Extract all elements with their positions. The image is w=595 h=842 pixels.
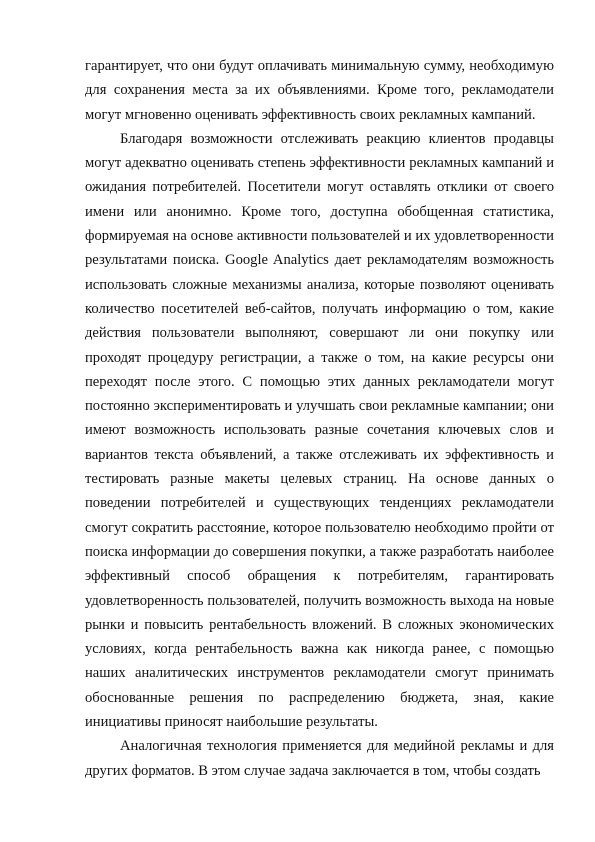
paragraph-continued: гарантирует, что они будут оплачивать минимальную сумму, необходимую для сохранения места за их объявлениями. Кроме того, рекламодатели могут мгновенно оценивать эффективность своих рекламных кампаний. xyxy=(85,58,554,123)
paragraph-media-advertising: Аналогичная технология применяется для медийной рекламы и для других форматов. В этом случае задача заключается в том, чтобы создать xyxy=(85,738,554,779)
body-text xyxy=(85,54,554,783)
paragraph-analytics: Благодаря возможности отслеживать реакцию клиентов продавцы могут адекватно оценивать степень эффективности рекламных кампаний и ожидания потребителей. Посетители могут оставлять отклики от своего имени или анонимно. Кроме того, доступна обобщенная статистика, формируемая на основе активности пользователей и их удовлетворенности результатами поиска. Google Analytics дает рекламодателям возможность использовать сложные механизмы анализа, которые позволяют оценивать количество посетителей веб-сайтов, получать информацию о том, какие действия пользователи выполняют, совершают ли они покупку или проходят процедуру регистрации, а также о том, на какие ресурсы они переходят после этого. С помощью этих данных рекламодатели могут постоянно экспериментировать и улучшать свои рекламные кампании; они имеют возможность использовать разные сочетания ключевых слов и вариантов текста объявлений, а также отслеживать их эффективность и тестировать разные макеты целевых страниц. На основе данных о поведении потребителей и существующих тенденциях рекламодатели смогут сократить расстояние, которое пользователю необходимо пройти от поиска информации до совершения покупки, а также разработать наиболее эффективный способ обращения к потребителям, гарантировать удовлетворенность пользователей, получить возможность выхода на новые рынки и повысить рентабельность вложений. В сложных экономических условиях, когда рентабельность важна как никогда ранее, с помощью наших аналитических инструментов рекламодатели смогут принимать обоснованные решения по распределению бюджета, зная, какие инициативы приносят наибольшие результаты. xyxy=(85,130,554,731)
